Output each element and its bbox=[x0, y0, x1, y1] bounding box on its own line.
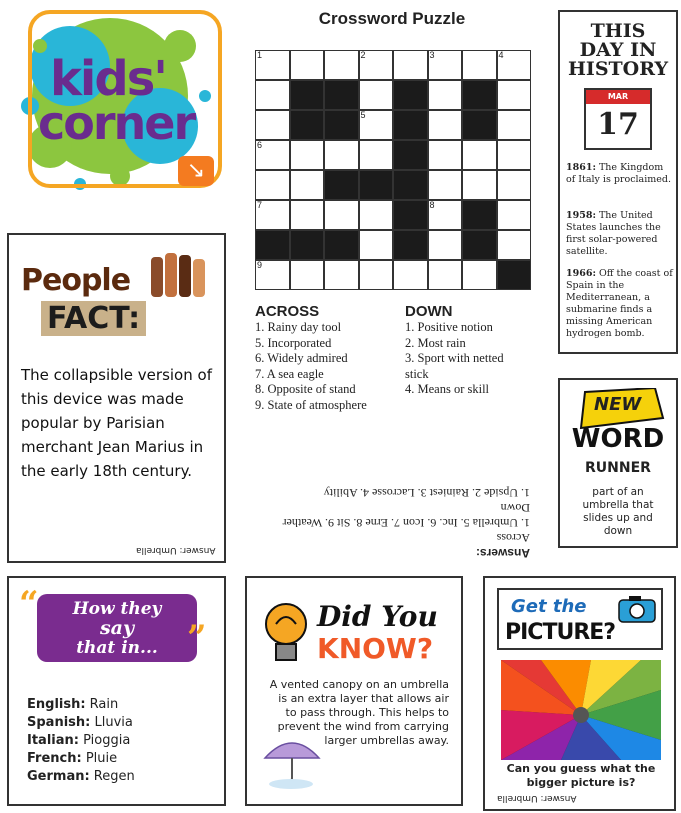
crossword-cell[interactable] bbox=[462, 230, 497, 260]
language-label: Spanish: bbox=[27, 715, 91, 730]
crossword-cell[interactable] bbox=[428, 260, 463, 290]
know-title: KNOW? bbox=[317, 632, 434, 665]
logo-line1: kids' bbox=[50, 51, 166, 107]
list-item bbox=[27, 768, 217, 786]
crossword-cell[interactable] bbox=[324, 260, 359, 290]
new-word-term: RUNNER bbox=[585, 460, 651, 476]
crossword-cell[interactable] bbox=[497, 170, 532, 200]
answers-down-heading: Down bbox=[500, 501, 530, 515]
crossword-cell[interactable] bbox=[359, 200, 394, 230]
picture-title: PICTURE? bbox=[505, 620, 616, 645]
new-word-definition: part of an umbrella that slides up and down bbox=[582, 486, 654, 537]
crossword-cell[interactable] bbox=[497, 80, 532, 110]
crossword-cell[interactable] bbox=[428, 140, 463, 170]
people-fact-subtitle: FACT: bbox=[41, 301, 146, 336]
umbrella-icon bbox=[261, 728, 323, 790]
crossword-cell[interactable] bbox=[255, 110, 290, 140]
people-fact-title: People bbox=[21, 263, 131, 298]
crossword-cell-number: 1 bbox=[257, 50, 263, 60]
across-clues bbox=[255, 303, 405, 413]
get-the-picture-panel bbox=[483, 576, 676, 811]
crossword-cell[interactable] bbox=[393, 80, 428, 110]
crossword-cell[interactable] bbox=[393, 200, 428, 230]
get-the-title: Get the bbox=[511, 596, 587, 617]
crossword-cell[interactable] bbox=[359, 260, 394, 290]
crossword-cell[interactable] bbox=[462, 200, 497, 230]
umbrella-closeup-image bbox=[501, 660, 661, 760]
crossword-cell[interactable] bbox=[462, 140, 497, 170]
calendar-day: 17 bbox=[597, 107, 639, 142]
crossword-cell[interactable] bbox=[290, 80, 325, 110]
kids-corner-logo bbox=[10, 6, 225, 201]
open-quote-icon: “ bbox=[19, 584, 39, 624]
crossword-cell[interactable] bbox=[359, 230, 394, 260]
history-text: The Kingdom of Italy is proclaimed. bbox=[566, 162, 671, 185]
list-item bbox=[27, 732, 217, 750]
language-label: German: bbox=[27, 769, 90, 784]
crossword-cell-number: 4 bbox=[498, 50, 504, 60]
crossword-cell[interactable] bbox=[462, 50, 497, 80]
crossword-cell[interactable] bbox=[428, 80, 463, 110]
history-entry bbox=[566, 268, 674, 340]
crossword-cell[interactable] bbox=[255, 170, 290, 200]
clue-item: 1. Positive notion bbox=[405, 320, 493, 334]
camera-icon bbox=[617, 594, 657, 624]
crossword-cell[interactable] bbox=[393, 110, 428, 140]
crossword-cell[interactable] bbox=[462, 170, 497, 200]
history-year: 1958: bbox=[566, 210, 596, 221]
history-title bbox=[560, 22, 676, 79]
history-year: 1966: bbox=[566, 268, 596, 279]
crossword-cell[interactable] bbox=[324, 110, 359, 140]
crossword-cell-number: 9 bbox=[257, 260, 263, 270]
crossword-cell[interactable] bbox=[290, 170, 325, 200]
crossword-cell-number: 5 bbox=[360, 110, 366, 120]
history-entry bbox=[566, 162, 674, 186]
crossword-cell[interactable] bbox=[359, 80, 394, 110]
crossword-cell[interactable] bbox=[324, 50, 359, 80]
crossword-cell[interactable] bbox=[462, 110, 497, 140]
crossword-cell[interactable] bbox=[462, 260, 497, 290]
history-title-line3: HISTORY bbox=[567, 58, 669, 80]
how-they-line2: say bbox=[99, 617, 135, 639]
this-day-in-history-panel bbox=[558, 10, 678, 354]
crossword-cell[interactable] bbox=[497, 140, 532, 170]
get-the-picture-question: Can you guess what the bigger picture is? bbox=[506, 762, 656, 789]
history-title-line1: THIS bbox=[590, 20, 646, 42]
translation: Regen bbox=[89, 769, 135, 784]
crossword-cell[interactable] bbox=[393, 50, 428, 80]
crossword-cell[interactable] bbox=[290, 50, 325, 80]
how-they-line1: How they bbox=[72, 599, 162, 619]
crossword-cell[interactable] bbox=[393, 140, 428, 170]
lightbulb-icon bbox=[261, 600, 311, 670]
language-label: English: bbox=[27, 697, 86, 712]
answers-across: 1. Umbrella 5. Inc. 6. Icon 7. Erne 8. Sit 9. Weather bbox=[282, 516, 530, 530]
crossword-cell-number: 2 bbox=[360, 50, 366, 60]
answers-label: Answers: bbox=[475, 546, 530, 560]
new-word-title: WORD bbox=[571, 424, 665, 454]
did-you-know-panel bbox=[245, 576, 463, 806]
crossword-title: Crossword Puzzle bbox=[318, 9, 466, 28]
clue-item: 7. A sea eagle bbox=[255, 366, 324, 381]
crossword-cell-number: 7 bbox=[257, 200, 263, 210]
list-item bbox=[27, 696, 217, 714]
people-fact-panel bbox=[7, 233, 226, 563]
down-heading: DOWN bbox=[405, 303, 453, 320]
crossword-cell[interactable] bbox=[324, 200, 359, 230]
crossword-cell[interactable] bbox=[497, 110, 532, 140]
clue-item: 5. Incorporated bbox=[255, 335, 332, 350]
history-text: Off the coast of Spain in the Mediterranean, a submarine finds a missing American hydrogen bomb. bbox=[566, 268, 673, 339]
language-label: French: bbox=[27, 751, 82, 766]
across-heading: ACROSS bbox=[255, 303, 320, 320]
crossword-cell-number: 3 bbox=[429, 50, 435, 60]
crossword-cell[interactable] bbox=[428, 170, 463, 200]
list-item bbox=[27, 750, 217, 768]
crossword-grid bbox=[255, 50, 531, 290]
logo-line2: corner bbox=[38, 96, 195, 150]
crossword-cell[interactable] bbox=[255, 80, 290, 110]
answers-across-heading: Across bbox=[496, 531, 530, 545]
did-you-know-body: A vented canopy on an umbrella is an extra layer that allows air to pass through. This helps to prevent the wind from carrying larger umbrellas away. bbox=[269, 678, 449, 747]
crossword-cell[interactable] bbox=[393, 170, 428, 200]
get-the-picture-answer: Answer: Umbrella bbox=[497, 793, 577, 803]
translation: Lluvia bbox=[90, 715, 133, 730]
crossword-cell[interactable] bbox=[393, 260, 428, 290]
close-quote-icon: ” bbox=[187, 618, 207, 658]
get-the-picture-header bbox=[497, 588, 663, 650]
crossword-cell[interactable] bbox=[497, 200, 532, 230]
new-word-panel bbox=[558, 378, 678, 548]
translation: Pluie bbox=[81, 751, 118, 766]
people-fact-answer: Answer: Umbrella bbox=[136, 545, 216, 555]
history-entry bbox=[566, 210, 674, 258]
crossword-cell[interactable] bbox=[497, 230, 532, 260]
how-they-line3: that in... bbox=[76, 638, 158, 658]
crossword-cell[interactable] bbox=[359, 140, 394, 170]
raised-hands-icon bbox=[149, 251, 207, 301]
how-they-say-panel bbox=[7, 576, 226, 806]
translation-list bbox=[27, 696, 217, 786]
crossword-cell[interactable] bbox=[324, 140, 359, 170]
clue-item: 9. State of atmosphere bbox=[255, 397, 367, 412]
crossword-cell[interactable] bbox=[290, 200, 325, 230]
crossword-cell-number: 6 bbox=[257, 140, 263, 150]
crossword-cell[interactable] bbox=[462, 80, 497, 110]
translation: Pioggia bbox=[78, 733, 131, 748]
crossword-cell[interactable] bbox=[290, 260, 325, 290]
people-fact-body: The collapsible version of this device was made popular by Parisian merchant Jean Marius in the early 18th century. bbox=[21, 366, 212, 480]
list-item bbox=[27, 714, 217, 732]
history-text: The United States launches the first solar-powered satellite. bbox=[566, 210, 661, 257]
crossword-cell[interactable] bbox=[290, 110, 325, 140]
did-you-title: Did You bbox=[317, 600, 438, 633]
crossword-cell[interactable] bbox=[359, 170, 394, 200]
calendar-icon bbox=[584, 88, 652, 150]
crossword-cell[interactable] bbox=[290, 140, 325, 170]
clue-item: 8. Opposite of stand bbox=[255, 382, 356, 396]
crossword-cell[interactable] bbox=[428, 110, 463, 140]
clue-item: 3. Sport with netted stick bbox=[405, 351, 504, 381]
crossword-cell[interactable] bbox=[324, 80, 359, 110]
crossword-cell-number: 8 bbox=[429, 200, 435, 210]
crossword-cell[interactable] bbox=[497, 260, 532, 290]
answers-down: 1. Upside 2. Rainiest 3. Lacrosse 4. Ability bbox=[323, 486, 530, 500]
translation: Rain bbox=[85, 697, 119, 712]
crossword-cell[interactable] bbox=[255, 230, 290, 260]
crossword-cell[interactable] bbox=[324, 230, 359, 260]
crossword-cell[interactable] bbox=[428, 230, 463, 260]
crossword-cell[interactable] bbox=[393, 230, 428, 260]
new-badge-text: NEW bbox=[594, 394, 642, 415]
crossword-answers-upside-down bbox=[255, 452, 530, 560]
clue-item: 6. Widely admired bbox=[255, 351, 348, 365]
down-clues bbox=[405, 303, 530, 398]
history-title-line2: DAY IN bbox=[579, 39, 657, 61]
clue-item: 1. Rainy day tool bbox=[255, 320, 342, 334]
calendar-month: MAR bbox=[586, 90, 650, 104]
arrow-icon: ↘ bbox=[178, 156, 214, 186]
clue-item: 2. Most rain bbox=[405, 335, 466, 350]
language-label: Italian: bbox=[27, 733, 79, 748]
crossword-cell[interactable] bbox=[324, 170, 359, 200]
history-year: 1861: bbox=[566, 162, 596, 173]
clue-item: 4. Means or skill bbox=[405, 382, 490, 396]
crossword-cell[interactable] bbox=[290, 230, 325, 260]
